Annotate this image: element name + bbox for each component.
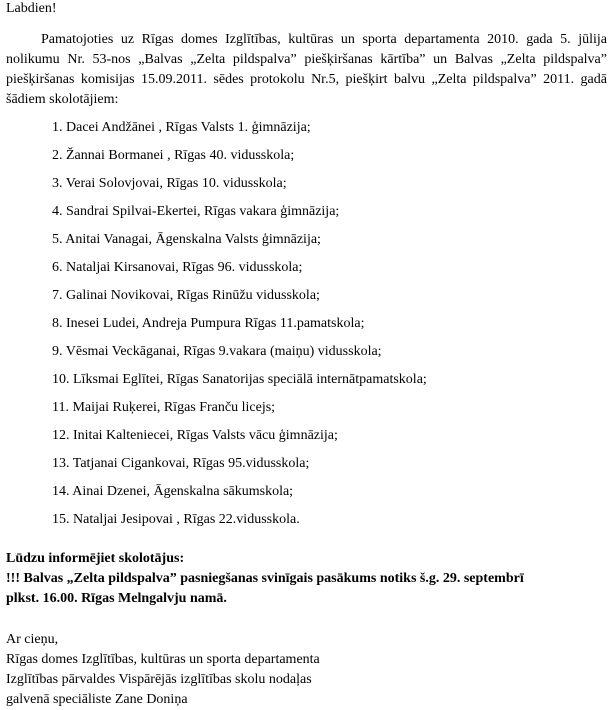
list-item: 2. Žannai Bormanei , Rīgas 40. vidusskola; (52, 148, 295, 163)
list-item: 5. Anitai Vanagai, Āgenskalna Valsts ģimnāzija; (52, 232, 321, 247)
greeting: Labdien! (6, 1, 57, 16)
teacher-list (52, 119, 427, 539)
list-item: 1. Dacei Andžānei , Rīgas Valsts 1. ģimnāzija; (52, 120, 311, 135)
list-item: 14. Ainai Dzenei, Āgenskalna sākumskola; (52, 484, 294, 499)
notice-line: plkst. 16.00. Rīgas Melngalvju namā. (6, 591, 227, 606)
notice-heading: Lūdzu informējiet skolotājus: (6, 551, 185, 566)
signature-line: Izglītības pārvaldes Vispārējās izglītības skolu nodaļas (6, 672, 312, 687)
intro-paragraph: Pamatojoties uz Rīgas domes Izglītības, kultūras un sporta departamenta 2010. gada 5. jūlija nolikumu Nr. 53-nos „Balvas „Zelta pildspalva” piešķiršanas kārtība” un Balvas „Zelta pildspalva” piešķiršanas komisijas 15.09.2011. sēdes protokolu Nr.5, piešķirt balvu „Zelta pildspalva” 2011. gadā šādiem skolotājiem: (6, 32, 607, 107)
signature-block (6, 630, 320, 710)
list-item: 11. Maijai Ruķerei, Rīgas Franču licejs; (52, 400, 276, 415)
list-item: 13. Tatjanai Cigankovai, Rīgas 95.vidusskola; (52, 456, 310, 471)
list-item: 12. Initai Kalteniecei, Rīgas Valsts vācu ģimnāzija; (52, 428, 338, 443)
list-item: 15. Natalјai Jesipovai , Rīgas 22.vidusskola. (52, 512, 300, 527)
list-item: 10. Līksmai Eglītei, Rīgas Sanatorijas speciālā internātpamatskola; (52, 372, 427, 387)
list-item: 4. Sandrai Spilvai-Ekertei, Rīgas vakara ģimnāzija; (52, 204, 340, 219)
list-item: 7. Galinai Novikovai, Rīgas Rinūžu vidusskola; (52, 288, 320, 303)
signature-line: galvenā speciāliste Zane Doniņa (6, 692, 188, 707)
signature-line: Rīgas domes Izglītības, kultūras un sporta departamenta (6, 652, 320, 667)
closing-line: Ar cieņu, (6, 632, 59, 647)
list-item: 3. Verai Solovjovai, Rīgas 10. vidusskola; (52, 176, 287, 191)
event-notice (6, 549, 611, 609)
list-item: 6. Natalјai Kirsanovai, Rīgas 96. vidusskola; (52, 260, 303, 275)
notice-line: !!! Balvas „Zelta pildspalva” pasniegšanas svinīgais pasākums notiks š.g. 29. septembrī (6, 571, 524, 586)
list-item: 9. Vēsmai Veckāganai, Rīgas 9.vakara (maiņu) vidusskola; (52, 344, 382, 359)
list-item: 8. Inesei Ludei, Andreja Pumpura Rīgas 11.pamatskola; (52, 316, 365, 331)
